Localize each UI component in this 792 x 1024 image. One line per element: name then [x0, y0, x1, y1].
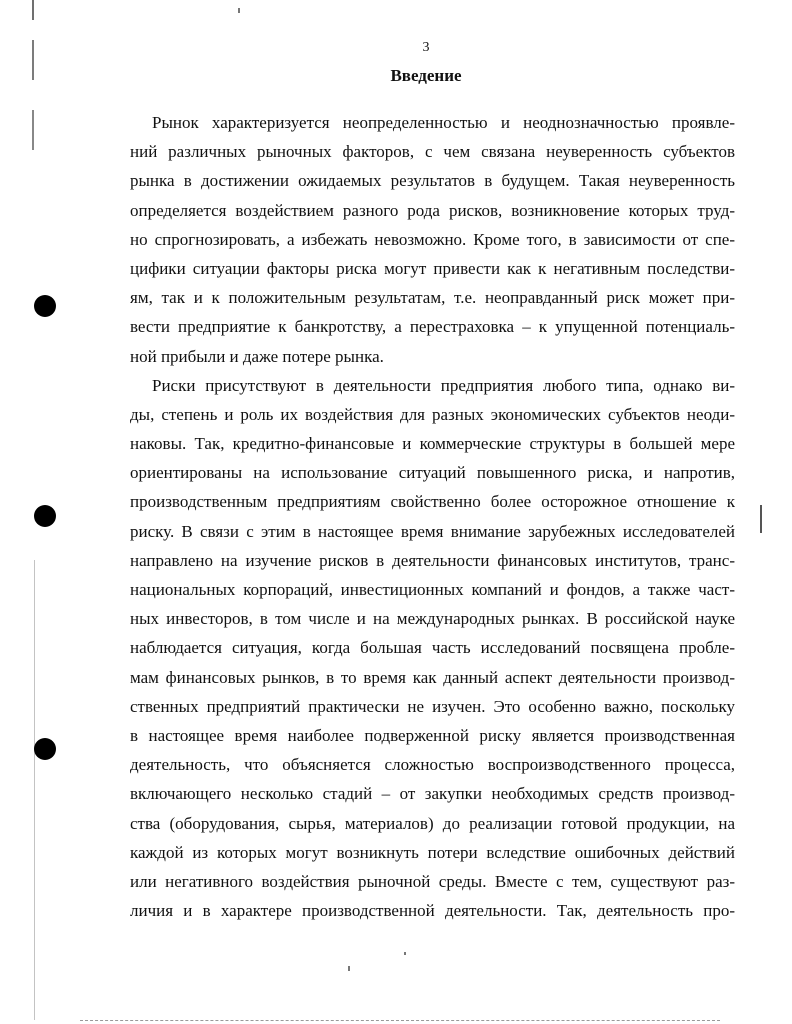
text-line: ства (оборудования, сырья, материалов) до реализации готовой продукции, на: [130, 813, 735, 833]
text-line: мам финансовых рынков, в то время как данный аспект деятельности производ-: [130, 667, 735, 687]
text-line: личия и в характере производственной деятельности. Так, деятельность про-: [130, 901, 735, 921]
text-line: но спрогнозировать, а избежать невозможно. Кроме того, в зависимости от спе-: [130, 229, 735, 249]
text-line: ориентированы на использование ситуаций повышенного риска, и напротив,: [130, 463, 735, 483]
text-line: определяется воздействием разного рода рисков, возникновение которых труд-: [130, 200, 735, 220]
text-line: национальных корпораций, инвестиционных компаний и фондов, а также част-: [130, 580, 735, 599]
page-number: 3: [422, 40, 430, 55]
text-line: ственных предприятий практически не изучен. Это особенно важно, поскольку: [130, 696, 735, 716]
text-line: направлено на изучение рисков в деятельности финансовых институтов, транс-: [130, 550, 735, 570]
text-line: ды, степень и роль их воздействия для разных экономических субъектов неоди-: [130, 404, 735, 424]
scan-border-left-secondary: [34, 560, 35, 1020]
text-line: Риски присутствуют в деятельности предприятия любого типа, однако ви-: [152, 375, 735, 395]
text-line: цифики ситуации факторы риска могут привести как к негативным последстви-: [130, 258, 735, 278]
text-line: деятельность, что объясняется сложностью воспроизводственного процесса,: [130, 755, 735, 775]
text-line: Рынок характеризуется неопределенностью и неоднозначностью проявле-: [152, 113, 735, 132]
text-line: включающего несколько стадий – от закупки необходимых средств производ-: [130, 784, 735, 804]
text-line: риску. В связи с этим в настоящее время внимание зарубежных исследователей: [130, 521, 735, 541]
text-line: в настоящее время наиболее подверженной риску является производственная: [130, 725, 735, 745]
text-line: ний различных рыночных факторов, с чем связана неуверенность субъектов: [130, 142, 735, 162]
text-line: каждой из которых могут возникнуть потери вследствие ошибочных действий: [130, 842, 735, 862]
scan-border-right: [760, 505, 762, 533]
binder-hole-top: [34, 295, 56, 317]
text-line: рынка в достижении ожидаемых результатов в будущем. Такая неуверенность: [130, 171, 735, 191]
text-line: ям, так и к положительным результатам, т.е. неоправданный риск может при-: [130, 288, 735, 308]
scan-speck: [404, 952, 406, 955]
scan-speck: [238, 8, 240, 13]
text-line: производственным предприятиям свойственно более осторожное отношение к: [130, 492, 735, 512]
document-body: [130, 108, 735, 925]
binder-hole-middle: [34, 505, 56, 527]
paragraph-2: [130, 371, 735, 926]
text-line: наковы. Так, кредитно-финансовые и коммерческие структуры в большей мере: [130, 434, 735, 454]
scan-speck: [348, 966, 350, 971]
text-line: вести предприятие к банкротству, а перестраховка – к упущенной потенциаль-: [130, 317, 735, 337]
paragraph-1: [130, 108, 735, 371]
binder-hole-bottom: [34, 738, 56, 760]
page-title: Введение: [390, 66, 462, 85]
text-line: ных инвесторов, в том числе и на международных рынках. В российской науке: [130, 609, 735, 629]
text-line: или негативного воздействия рыночной среды. Вместе с тем, существуют раз-: [130, 871, 735, 891]
text-line: ной прибыли и даже потере рынка.: [130, 346, 384, 366]
text-line: наблюдается ситуация, когда большая часть исследований посвящена пробле-: [130, 638, 735, 658]
scan-bottom-edge: [80, 1020, 720, 1022]
